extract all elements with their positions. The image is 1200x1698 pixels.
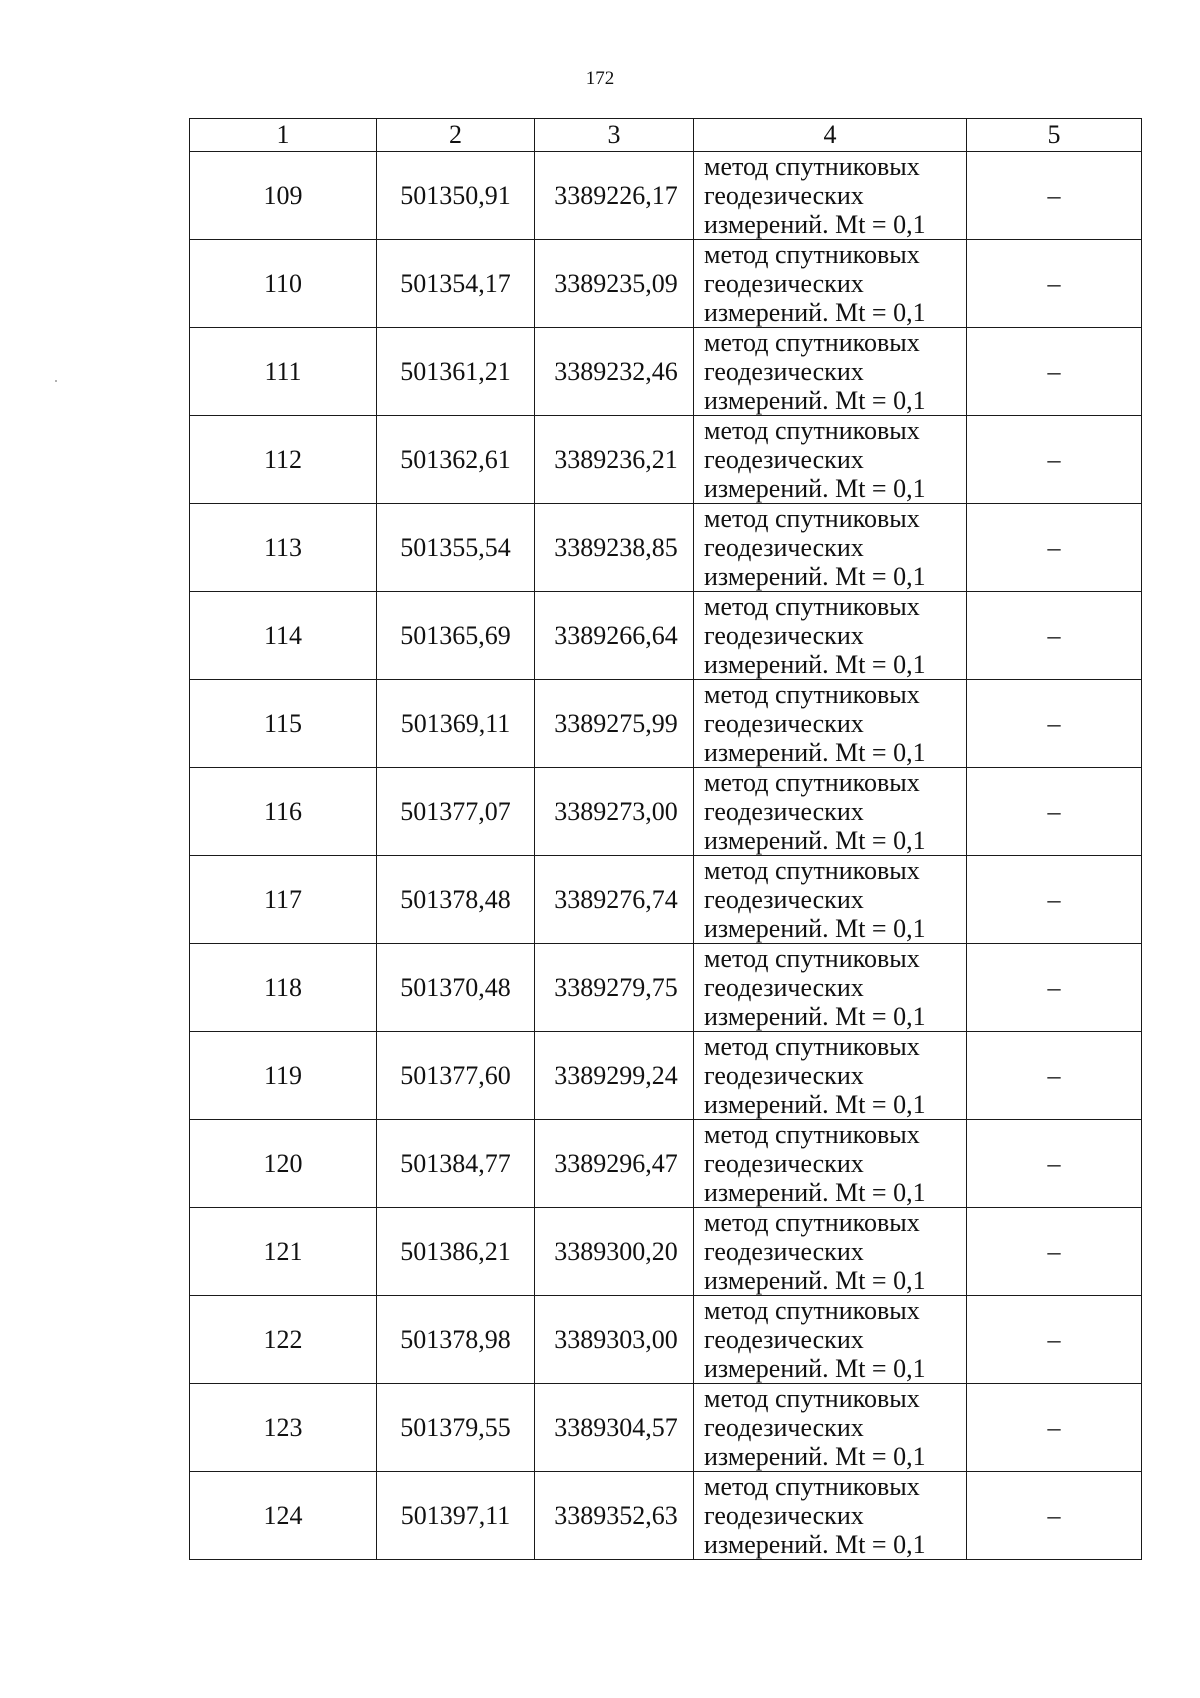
x-coordinate-cell: 501378,98: [377, 1296, 535, 1384]
column-5-cell: –: [967, 592, 1142, 680]
method-line: геодезических: [704, 1149, 864, 1178]
x-coordinate-cell: 501370,48: [377, 944, 535, 1032]
method-line: измерений. Mt = 0,1: [704, 1354, 926, 1383]
point-number-cell: 110: [190, 240, 377, 328]
method-line: метод спутниковых: [704, 944, 920, 973]
scan-speck: [55, 380, 57, 382]
method-cell: [694, 680, 967, 768]
point-number-cell: 117: [190, 856, 377, 944]
column-5-cell: –: [967, 1032, 1142, 1120]
method-cell: [694, 1032, 967, 1120]
method-line: измерений. Mt = 0,1: [704, 650, 926, 679]
table-header: [190, 119, 1142, 152]
column-5-cell: –: [967, 856, 1142, 944]
method-line: измерений. Mt = 0,1: [704, 386, 926, 415]
method-line: геодезических: [704, 973, 864, 1002]
method-line: измерений. Mt = 0,1: [704, 826, 926, 855]
table-row: [190, 152, 1142, 240]
method-line: измерений. Mt = 0,1: [704, 914, 926, 943]
point-number-cell: 113: [190, 504, 377, 592]
method-cell: [694, 856, 967, 944]
method-line: метод спутниковых: [704, 240, 920, 269]
table-row: [190, 328, 1142, 416]
method-line: геодезических: [704, 797, 864, 826]
header-cell-5: 5: [967, 119, 1142, 152]
y-coordinate-cell: 3389296,47: [535, 1120, 694, 1208]
x-coordinate-cell: 501354,17: [377, 240, 535, 328]
method-line: измерений. Mt = 0,1: [704, 1530, 926, 1559]
page-number: 172: [585, 68, 615, 89]
column-5-cell: –: [967, 328, 1142, 416]
y-coordinate-cell: 3389279,75: [535, 944, 694, 1032]
method-cell: [694, 768, 967, 856]
table-row: [190, 1120, 1142, 1208]
point-number-cell: 122: [190, 1296, 377, 1384]
y-coordinate-cell: 3389273,00: [535, 768, 694, 856]
method-line: метод спутниковых: [704, 856, 920, 885]
method-line: геодезических: [704, 1061, 864, 1090]
x-coordinate-cell: 501379,55: [377, 1384, 535, 1472]
point-number-cell: 116: [190, 768, 377, 856]
method-line: геодезических: [704, 621, 864, 650]
y-coordinate-cell: 3389226,17: [535, 152, 694, 240]
method-cell: [694, 240, 967, 328]
table-row: [190, 680, 1142, 768]
table-row: [190, 592, 1142, 680]
header-row: [190, 119, 1142, 152]
table-row: [190, 416, 1142, 504]
column-5-cell: –: [967, 1120, 1142, 1208]
x-coordinate-cell: 501377,60: [377, 1032, 535, 1120]
method-line: геодезических: [704, 269, 864, 298]
method-line: геодезических: [704, 1413, 864, 1442]
column-5-cell: –: [967, 416, 1142, 504]
point-number-cell: 112: [190, 416, 377, 504]
table-row: [190, 856, 1142, 944]
method-line: измерений. Mt = 0,1: [704, 562, 926, 591]
x-coordinate-cell: 501361,21: [377, 328, 535, 416]
column-5-cell: –: [967, 944, 1142, 1032]
table-row: [190, 768, 1142, 856]
method-line: метод спутниковых: [704, 1296, 920, 1325]
column-5-cell: –: [967, 152, 1142, 240]
header-cell-1: 1: [190, 119, 377, 152]
column-5-cell: –: [967, 1296, 1142, 1384]
method-line: геодезических: [704, 445, 864, 474]
method-cell: [694, 328, 967, 416]
method-line: геодезических: [704, 357, 864, 386]
y-coordinate-cell: 3389235,09: [535, 240, 694, 328]
method-line: метод спутниковых: [704, 1032, 920, 1061]
method-cell: [694, 592, 967, 680]
point-number-cell: 124: [190, 1472, 377, 1560]
method-line: метод спутниковых: [704, 152, 920, 181]
method-cell: [694, 1472, 967, 1560]
column-5-cell: –: [967, 680, 1142, 768]
method-line: метод спутниковых: [704, 1384, 920, 1413]
y-coordinate-cell: 3389352,63: [535, 1472, 694, 1560]
method-line: метод спутниковых: [704, 768, 920, 797]
point-number-cell: 109: [190, 152, 377, 240]
method-line: метод спутниковых: [704, 1120, 920, 1149]
x-coordinate-cell: 501386,21: [377, 1208, 535, 1296]
method-line: измерений. Mt = 0,1: [704, 1442, 926, 1471]
y-coordinate-cell: 3389303,00: [535, 1296, 694, 1384]
y-coordinate-cell: 3389238,85: [535, 504, 694, 592]
header-cell-2: 2: [377, 119, 535, 152]
x-coordinate-cell: 501369,11: [377, 680, 535, 768]
column-5-cell: –: [967, 768, 1142, 856]
table-row: [190, 1032, 1142, 1120]
point-number-cell: 115: [190, 680, 377, 768]
method-line: геодезических: [704, 1237, 864, 1266]
coordinates-table: [189, 118, 1142, 1560]
table-row: [190, 1384, 1142, 1472]
y-coordinate-cell: 3389299,24: [535, 1032, 694, 1120]
point-number-cell: 111: [190, 328, 377, 416]
method-cell: [694, 416, 967, 504]
method-line: измерений. Mt = 0,1: [704, 298, 926, 327]
method-line: геодезических: [704, 709, 864, 738]
table-row: [190, 240, 1142, 328]
method-cell: [694, 1208, 967, 1296]
x-coordinate-cell: 501377,07: [377, 768, 535, 856]
method-line: измерений. Mt = 0,1: [704, 1266, 926, 1295]
method-line: геодезических: [704, 1501, 864, 1530]
method-line: измерений. Mt = 0,1: [704, 1090, 926, 1119]
point-number-cell: 121: [190, 1208, 377, 1296]
table-row: [190, 944, 1142, 1032]
x-coordinate-cell: 501362,61: [377, 416, 535, 504]
header-cell-4: 4: [694, 119, 967, 152]
method-line: метод спутниковых: [704, 1208, 920, 1237]
x-coordinate-cell: 501350,91: [377, 152, 535, 240]
x-coordinate-cell: 501355,54: [377, 504, 535, 592]
y-coordinate-cell: 3389275,99: [535, 680, 694, 768]
x-coordinate-cell: 501397,11: [377, 1472, 535, 1560]
y-coordinate-cell: 3389236,21: [535, 416, 694, 504]
y-coordinate-cell: 3389304,57: [535, 1384, 694, 1472]
method-line: измерений. Mt = 0,1: [704, 474, 926, 503]
column-5-cell: –: [967, 1384, 1142, 1472]
y-coordinate-cell: 3389276,74: [535, 856, 694, 944]
method-line: метод спутниковых: [704, 416, 920, 445]
y-coordinate-cell: 3389232,46: [535, 328, 694, 416]
point-number-cell: 119: [190, 1032, 377, 1120]
method-line: измерений. Mt = 0,1: [704, 210, 926, 239]
method-cell: [694, 944, 967, 1032]
table-row: [190, 1472, 1142, 1560]
method-line: геодезических: [704, 1325, 864, 1354]
method-line: метод спутниковых: [704, 680, 920, 709]
point-number-cell: 114: [190, 592, 377, 680]
table-row: [190, 504, 1142, 592]
method-cell: [694, 152, 967, 240]
method-cell: [694, 1120, 967, 1208]
point-number-cell: 118: [190, 944, 377, 1032]
y-coordinate-cell: 3389266,64: [535, 592, 694, 680]
method-line: измерений. Mt = 0,1: [704, 1002, 926, 1031]
method-line: метод спутниковых: [704, 504, 920, 533]
column-5-cell: –: [967, 240, 1142, 328]
method-line: измерений. Mt = 0,1: [704, 738, 926, 767]
method-cell: [694, 504, 967, 592]
method-line: геодезических: [704, 533, 864, 562]
method-line: геодезических: [704, 885, 864, 914]
column-5-cell: –: [967, 1208, 1142, 1296]
point-number-cell: 120: [190, 1120, 377, 1208]
x-coordinate-cell: 501378,48: [377, 856, 535, 944]
method-line: метод спутниковых: [704, 592, 920, 621]
method-line: измерений. Mt = 0,1: [704, 1178, 926, 1207]
x-coordinate-cell: 501384,77: [377, 1120, 535, 1208]
point-number-cell: 123: [190, 1384, 377, 1472]
method-line: метод спутниковых: [704, 1472, 920, 1501]
header-cell-3: 3: [535, 119, 694, 152]
method-line: геодезических: [704, 181, 864, 210]
y-coordinate-cell: 3389300,20: [535, 1208, 694, 1296]
column-5-cell: –: [967, 1472, 1142, 1560]
method-cell: [694, 1384, 967, 1472]
x-coordinate-cell: 501365,69: [377, 592, 535, 680]
method-line: метод спутниковых: [704, 328, 920, 357]
column-5-cell: –: [967, 504, 1142, 592]
table-row: [190, 1296, 1142, 1384]
method-cell: [694, 1296, 967, 1384]
table-row: [190, 1208, 1142, 1296]
table-body: [190, 152, 1142, 1560]
